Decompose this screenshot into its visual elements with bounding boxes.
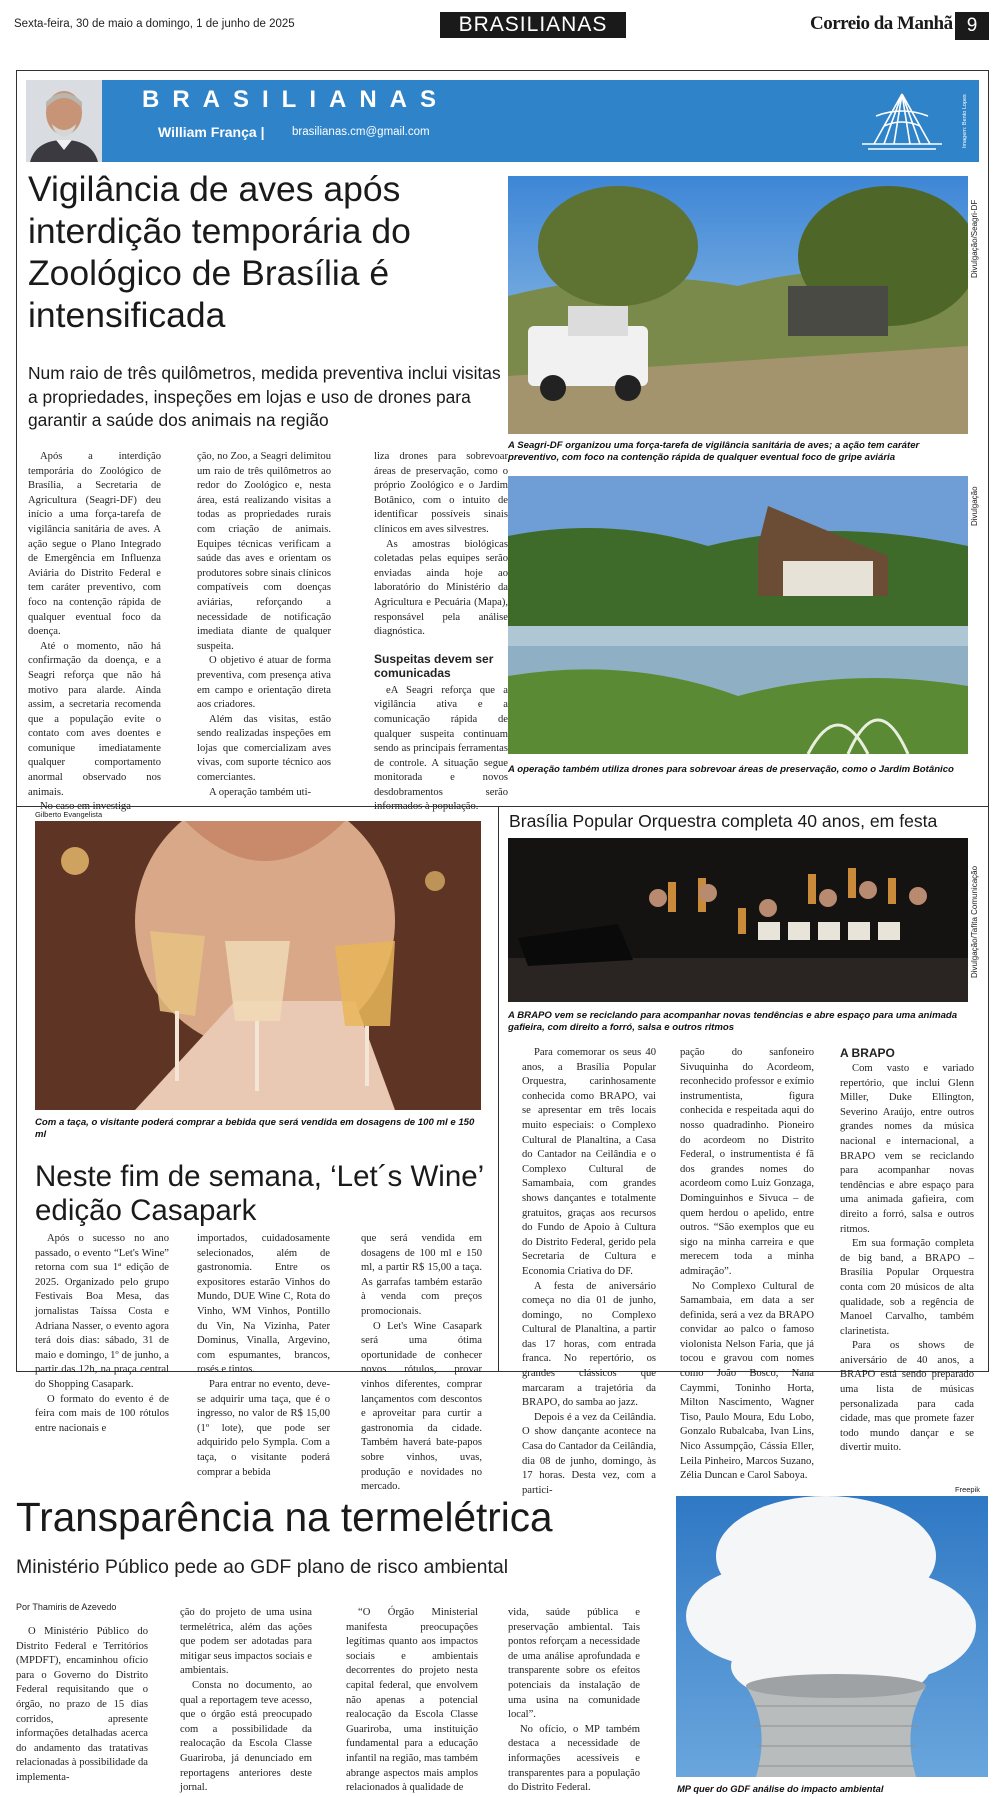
photo2-caption: A operação também utiliza drones para sobrevoar áreas de preservação, como o Jardim Botânico [508,764,954,775]
article2-col1-p2: O formato do evento é de feira com mais de 100 rótulos entre nacionais e [35,1393,169,1434]
article3-headline: Brasília Popular Orquestra completa 40 anos, em festa [509,811,938,831]
brapo-photo-caption: A BRAPO vem se reciclando para acompanhar novas tendências e abre espaço para uma animada gafieira, com direito a forró, salsa e outros ritmos [508,1010,958,1033]
article2-headline: Neste fim de semana, ‘Let´s Wine’ edição Casapark [35,1160,484,1227]
article1-col2-p2: O objetivo é atuar de forma preventiva, com presença ativa em campo e orientação direta aos criadores. [197,655,331,711]
article2-column-2 [197,1232,330,1480]
article4-column-1 [16,1625,148,1786]
article3-col1-p3: Depois é a vez da Ceilândia. O show dançante acontece na Casa do Cantador da Ceilândia, dia 08 de junho, domingo, às 17 horas. Desta vez, com a partici- [522,1411,656,1496]
wine-photo-credit: Gilberto Evangelista [35,810,103,819]
article2-col3-p1: que será vendida em dosagens de 100 ml e 150 ml, a partir R$ 15,00 a taça. As garrafas também estarão à venda com preços promocionais. [361,1233,482,1317]
article4-subhead: Ministério Público pede ao GDF plano de risco ambiental [16,1556,509,1578]
photo-wine-glasses [35,821,481,1110]
article4-col4-p2: No ofício, o MP também destaca a necessidade de informações acessíveis e transparentes para a população do Distrito Federal. [508,1723,640,1794]
top-bar-section-box [440,12,626,38]
cathedral-logo-icon [854,86,950,156]
article1-col3-p1: liza drones para sobrevoar áreas de preservação, como o próprio Zoológico e o Jardim Botânico, com o intuito de identificar possíveis sinais clínicos em aves silvestres. [374,451,508,535]
article1-col1-p2: Até o momento, não há confirmação da doença, e a Seagri reforça que não há motivo para alarde. Ainda assim, a secretaria recomenda que a população evite o contato com aves doentes e comunique imediatamente qualquer comportamento anormal observado nos animais. [28,640,161,798]
page-number-box [955,12,989,40]
article3-col3-p3: Para os shows de aniversário de 40 anos, a BRAPO está sendo preparado uma lista de músicas personalizada para cada cidade, mas que promete fazer todo mundo dançar e se divertir muito. [840,1340,974,1454]
photo-seagri-truck [508,176,968,434]
article3-column-2 [680,1046,814,1484]
top-bar-section: BRASILIANAS [458,13,608,36]
article1-column-3 [374,450,508,815]
article4-col1-p1: O Ministério Público do Distrito Federal e Territórios (MPDFT), encaminhou ofício para o Governo do Distrito Federal requisitando que o órgão, no prazo de 15 dias corridos, apresente informações detalhadas acerca do andamento das tratativas relacionadas à possibilidade da implementa- [16,1626,148,1783]
termeletrica-photo-credit: Freepik [955,1485,981,1494]
article4-column-4 [508,1606,640,1796]
article4-headline: Transparência na termelétrica [16,1494,553,1540]
article3-col2-p2: No Complexo Cultural de Samambaia, em data a ser definida, será a vez da BRAPO convidar ao palco o famoso violonista Nelson Faria, que já tocou e gravou com nomes como João Bosco, Nana Caymmi, Toninho Horta, Milton Nascimento, Wagner Tiso, Paulo Moura, Edu Lobo, Gonzalo Rubalcaba, Ivan Lins, Nico Assumpção, Cássia Eller, Leila Pinheiro, Marcos Suzano, Zélia Duncan e Carol Saboya. [680,1280,814,1482]
photo-brapo-orchestra [508,838,968,1002]
article1-col1-p1: Após a interdição temporária do Zoológico de Brasília, a Secretaria de Agricultura (Seagri-DF) deu início a uma força-tarefa de vigilância sanitária de aves. A ação segue o Plano Integrado de Emergência em Influenza Aviária do Distrito Federal e tem caráter preventivo, com foco na contenção rápida de qualquer eventual foco da doença. [28,451,161,638]
article3-column-3 [840,1046,974,1456]
article3-col3-p1: Com vasto e variado repertório, que inclui Glenn Miller, Duke Ellington, Severino Araújo, entre outros grandes nomes da música nacional e internacional, a BRAPO vem se reciclando para acompanhar novas tendências e abre espaço para uma animada gafieira, com direito a forró, salsa e outros ritmos. [840,1063,974,1235]
article1-col3-p2: As amostras biológicas coletadas pelas equipes serão enviadas ainda hoje ao laboratório do Ministério da Agricultura e Pecuária (Mapa), responsável pela análise diagnóstica. [374,538,508,638]
photo2-credit: Divulgação [970,486,979,526]
photo-cooling-tower [676,1496,988,1777]
top-bar-date: Sexta-feira, 30 de maio a domingo, 1 de junho de 2025 [14,18,295,30]
article1-col2-p1: ção, no Zoo, a Seagri delimitou um raio de três quilômetros ao redor do Zoológico e, nesta área, está realizando visitas a todas as propriedades rurais com criação de animais. Equipes técnicas verificam a saúde das aves e orientam os produtores sobre sinais clínicos compatíveis com doenças aviárias, reforçando a necessidade de notificação imediata diante de qualquer suspeita. [197,451,331,652]
article3-column-1 [522,1046,656,1498]
article4-column-3 [346,1606,478,1796]
article1-subhead: Num raio de três quilômetros, medida preventiva inclui visitas a propriedades, inspeções em lojas e uso de drones para garantir a saúde dos animais na região [28,363,501,430]
article4-col2-p2: Consta no documento, ao qual a reportagem teve acesso, que o órgão está preocupado com a possibilidade da realocação da Escola Classe Guariroba, já denunciado em reportagens anteriores deste jornal. [180,1679,312,1794]
divider-mid [16,806,989,807]
banner-logo-credit: Imagem: Bento Lopes [962,94,968,148]
article1-col2-p3: Além das visitas, estão sendo realizadas inspeções em lojas que comercializam aves vivas, com suporte técnico aos comerciantes. [197,713,331,784]
termeletrica-photo-caption: MP quer do GDF análise do impacto ambiental [677,1783,884,1794]
article2-column-3 [361,1232,482,1495]
article3-subheading: A BRAPO [840,1046,895,1060]
banner-author: William França | [158,124,265,140]
photo1-credit: Divulgação/Seagri-DF [970,199,979,278]
column-banner [26,80,979,162]
article2-col2-p2: Para entrar no evento, deve-se adquirir uma taça, que é o ingresso, no valor de R$ 15,00 (1º lote), que pode ser adquirido pelo Sympla. Com a taça, o visitante poderá comprar a bebida [197,1378,330,1478]
article2-col2-p1: importados, cuidadosamente selecionados, além de gastronomia. Entre os expositores estarão Vinhos do Mundo, DUE Wine C, Rota do Vinho, WM Vinhos, Pontillo du Vin, Na Vizinha, Pater Dominus, Vinalla, Argevino, com espumantes, brancos, rosés e tintos. [197,1233,330,1376]
article1-headline: Vigilância de aves após interdição temporária do Zoológico de Brasília é intensificada [28,169,411,335]
paper-name: Correio da Manhã [810,13,953,34]
article4-byline: Por Thamiris de Azevedo [16,1602,117,1612]
article1-col2-p4: A operação também uti- [209,786,312,798]
article1-column-2 [197,450,331,800]
article4-col2-p1: ção do projeto de uma usina termelétrica, além das ações que podem ser adotadas para mitigar seus impactos sociais e ambientais. [180,1607,312,1677]
author-portrait [26,80,102,162]
article2-col3-p2: O Let's Wine Casapark será uma ótima oportunidade de conhecer novos rótulos, provar vinhos diferentes, comprar lançamentos com descontos e aproveitar para curtir a gastronomia da cidade. Também haverá bate-papos sobre vinhos, uvas, produção e novidades no mercado. [361,1320,482,1493]
photo-jardim-botanico [508,476,968,754]
photo1-caption: A Seagri-DF organizou uma força-tarefa de vigilância sanitária de aves; a ação tem caráter preventivo, com foco na contenção rápida de qualquer eventual foco de gripe aviária [508,440,920,463]
banner-email[interactable]: brasilianas.cm@gmail.com [292,126,430,138]
article3-col2-p1: pação do sanfoneiro Sivuquinha do Acordeom, reconhecido professor e exímio instrumentista, figura conhecida e respeitada aqui do nosso quadradinho. Pioneiro do acordeom no Distrito Federal, o instrumentista é fã dos grandes nomes do acordeom como Luiz Gonzaga, Dominguinhos e Sivuca – de quem herdou o apelido, entre outros. “São exemplos que eu sigo na minha carreira e que merecem toda a minha admiração”. [680,1047,814,1277]
article4-column-2 [180,1606,312,1796]
article2-column-1 [35,1232,169,1436]
article2-col1-p1: Após o sucesso no ano passado, o evento “Let's Wine” retorna com sua 1ª edição de 2025. Organizado pelo grupo Festivais Boa Mesa, das jornalistas Taíssa Costa e Adriana Nasser, o evento agora terá dois dias: sábado, 31 de maio e domingo, 1º de junho, a partir das 12h, na praça central do Shopping Casapark. [35,1233,169,1390]
wine-photo-caption: Com a taça, o visitante poderá comprar a bebida que será vendida em dosagens de 100 ml e 150 ml [35,1117,475,1140]
article3-col1-p2: A festa de aniversário começa no dia 01 de junho, domingo, no Complexo Cultural de Planaltina, a partir das 17 horas, com entrada franca. No repertório, os grandes clássicos que marcaram a trajetória da BRAPO, do samba ao jazz. [522,1280,656,1409]
article1-column-1 [28,450,161,815]
article3-col1-p1: Para comemorar os seus 40 anos, a Brasília Popular Orquestra, carinhosamente conhecida como BRAPO, vai se apresentar em três locais muito especiais: o Complexo Cultural de Planaltina, a Casa do Cantador na Ceilândia e o Complexo Cultural de Samambaia, com grandes shows dançantes e totalmente gratuitos, graças aos recursos do Fundo de Apoio à Cultura do Distrito Federal, gerido pela Secretaria de Cultura e Economia Criativa do DF. [522,1047,656,1277]
article1-col3b-p1: eA Seagri reforça que a vigilância ativa e a comunicação rápida de qualquer suspeita continuam sendo as principais ferramentas de controle. A situação segue monitorada e novos desdobramentos serão [374,684,508,798]
brapo-photo-credit: Divulgação/Tafita Comunicação [970,865,979,978]
banner-title: BRASILIANAS [142,86,450,113]
divider-vertical [498,806,499,1372]
article3-col3-p2: Em sua formação completa de big band, a BRAPO – Brasília Popular Orquestra conta com 20 músicos de alta qualidade, sob a regência de Manoel Carvalho, também clarinetista. [840,1238,974,1337]
article4-col4-p1: vida, saúde pública e preservação ambiental. Tais pontos reforçam a necessidade de uma análise aprofundada e transparente sobre os efeitos potenciais da instalação de uma usina na comunidade local”. [508,1607,640,1721]
page-number: 9 [966,15,978,36]
article1-subheading: Suspeitas devem ser comunicadas [374,651,494,680]
article4-col3-p1: “O Órgão Ministerial manifesta preocupações legítimas quanto aos impactos sociais e ambientais decorrentes do projeto nesta capital federal, que envolvem não apenas a potencial realocação da Escola Classe Guariroba, uma instituição fundamental para a educação infantil na região, mas também abrange aspectos mais amplos relacionados à qualidade de [346,1607,478,1794]
